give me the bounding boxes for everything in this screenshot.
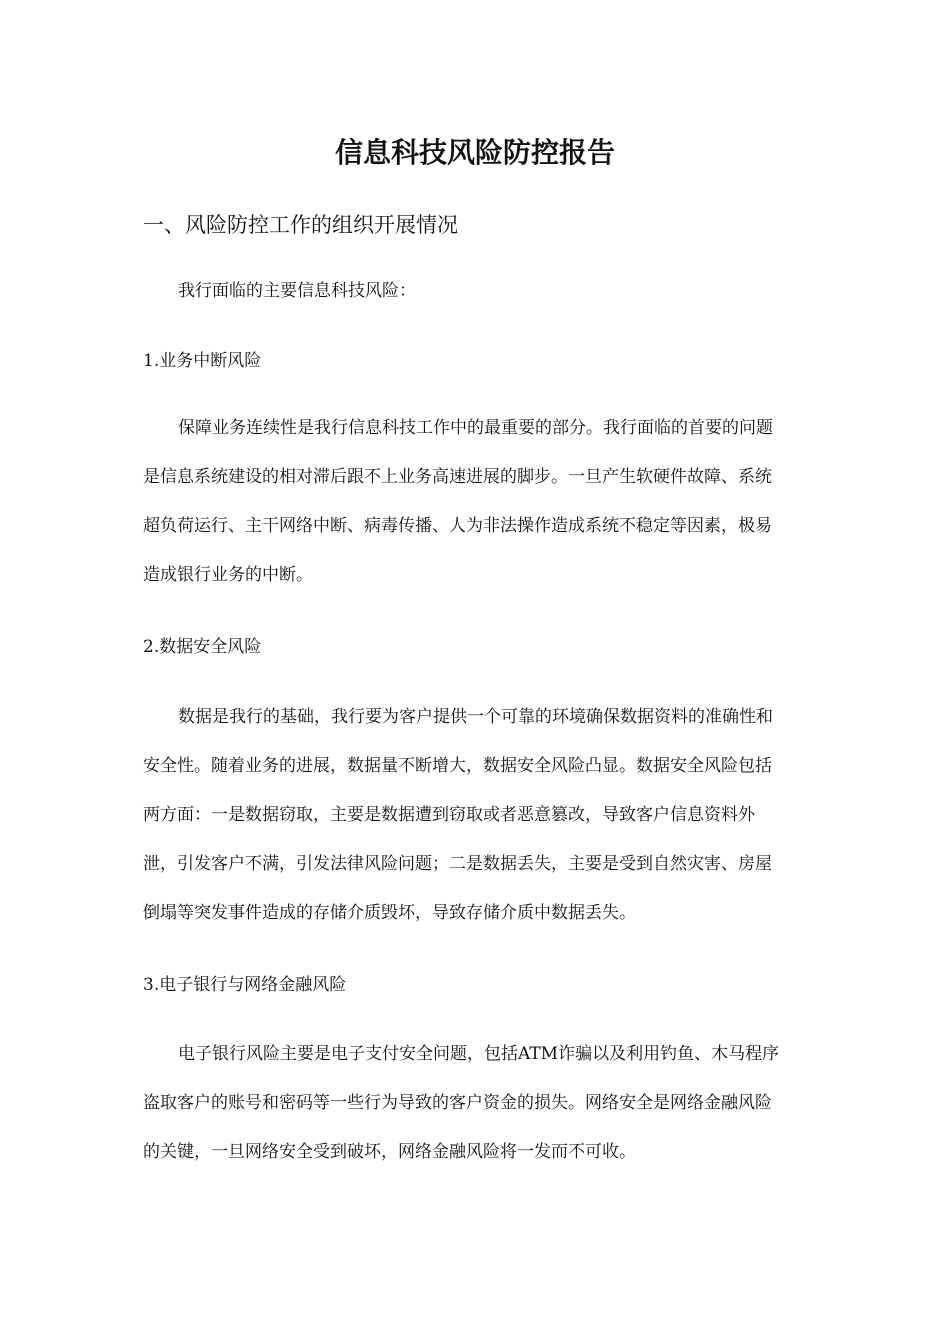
paragraph-line: 盗取客户的账号和密码等一些行为导致的客户资金的损失。网络安全是网络金融风险 — [143, 1093, 772, 1113]
paragraph-line: 造成银行业务的中断。 — [143, 565, 313, 585]
paragraph-line: 安全性。随着业务的进展，数据量不断增大，数据安全风险凸显。数据安全风险包括 — [143, 756, 772, 776]
intro-paragraph: 我行面临的主要信息科技风险： — [178, 281, 416, 301]
paragraph-line: 超负荷运行、主干网络中断、病毒传播、人为非法操作造成系统不稳定等因素，极易 — [143, 516, 772, 536]
paragraph-line: 数据是我行的基础，我行要为客户提供一个可靠的环境确保数据资料的准确性和 — [178, 707, 773, 727]
item-3-heading: 3.电子银行与网络金融风险 — [143, 975, 347, 995]
paragraph-line: 泄，引发客户不满，引发法律风险问题；二是数据丢失，主要是受到自然灾害、房屋 — [143, 854, 772, 874]
paragraph-line: 的关键，一旦网络安全受到破坏，网络金融风险将一发而不可收。 — [143, 1142, 636, 1162]
item-1-paragraph — [143, 404, 819, 600]
item-3-paragraph — [143, 1030, 819, 1177]
paragraph-line: 倒塌等突发事件造成的存储介质毁坏，导致存储介质中数据丢失。 — [143, 903, 636, 923]
paragraph-line: 两方面：一是数据窃取，主要是数据遭到窃取或者恶意篡改，导致客户信息资料外 — [143, 805, 755, 825]
section-heading: 一、风险防控工作的组织开展情况 — [143, 213, 458, 237]
paragraph-line: 电子银行风险主要是电子支付安全问题，包括ATM诈骗以及利用钓鱼、木马程序 — [178, 1044, 780, 1064]
item-2-heading: 2.数据安全风险 — [143, 637, 262, 657]
paragraph-line: 是信息系统建设的相对滞后跟不上业务高速进展的脚步。一旦产生软硬件故障、系统 — [143, 467, 772, 487]
item-1-heading: 1.业务中断风险 — [143, 351, 262, 371]
document-title: 信息科技风险防控报告 — [334, 136, 615, 169]
item-2-paragraph — [143, 693, 819, 938]
paragraph-line: 保障业务连续性是我行信息科技工作中的最重要的部分。我行面临的首要的问题 — [178, 418, 773, 438]
